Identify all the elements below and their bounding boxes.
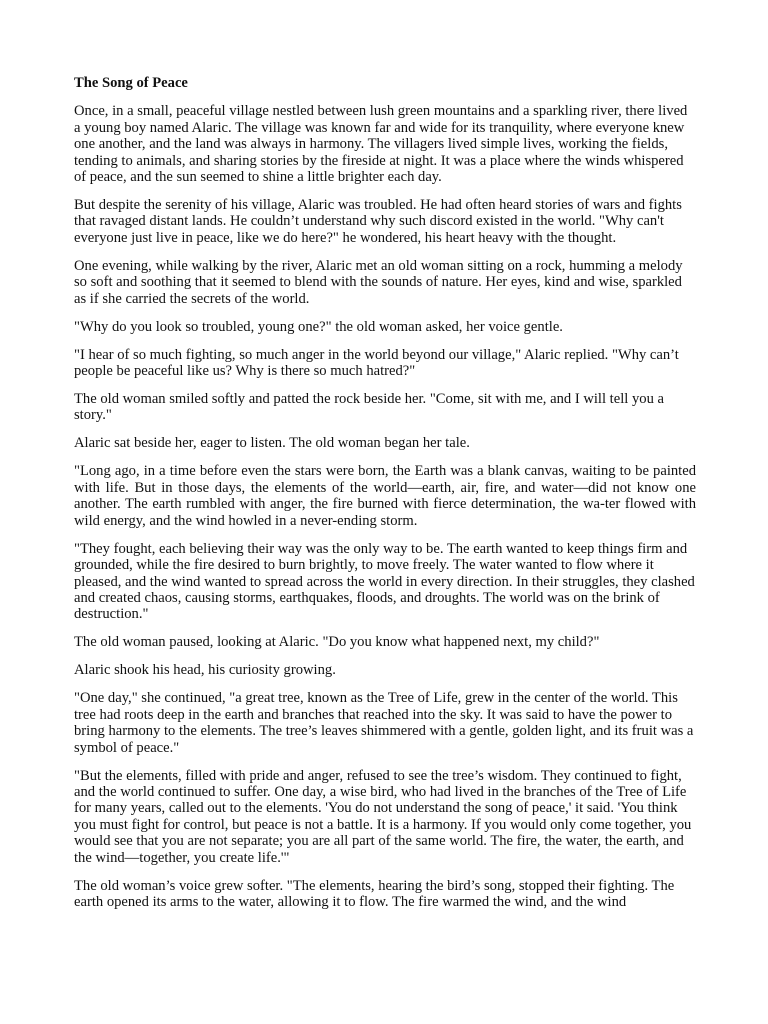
document-page bbox=[74, 75, 696, 922]
paragraph-13: "But the elements, filled with pride and anger, refused to see the tree’s wisdom. They continued to fight, and the world continued to suffer. One day, a wise bird, who had lived in the branches of the Tree of Life for many years, called out to the elements. 'You do not understand the song of peace,' it said. 'You think you must fight for control, but peace is not a battle. It is a harmony. If you would only come together, you would see that you are not separate; you are all part of the same world. The fire, the water, the earth, and the wind—together, you create life.'" bbox=[74, 767, 692, 866]
paragraph-6: The old woman smiled softly and patted the rock beside her. "Come, sit with me, and I will tell you a story." bbox=[74, 391, 664, 424]
paragraph-2: But despite the serenity of his village, Alaric was troubled. He had often heard stories of wars and fights that ravaged distant lands. He couldn’t understand why such discord existed in the world. "Why can't everyone just live in peace, like we do here?" he wondered, his heart heavy with the thought. bbox=[74, 197, 682, 246]
paragraph-5: "I hear of so much fighting, so much anger in the world beyond our village," Alaric replied. "Why can’t people be peaceful like us? Why is there so much hatred?" bbox=[74, 346, 679, 380]
paragraph-7: Alaric sat beside her, eager to listen. The old woman began her tale. bbox=[74, 435, 470, 452]
paragraph-12: "One day," she continued, "a great tree, known as the Tree of Life, grew in the center of the world. This tree had roots deep in the earth and branches that reached into the sky. It was said to have the power to bring harmony to the elements. The tree’s leaves shimmered with a gentle, golden light, and its fruit was a symbol of peace." bbox=[74, 690, 694, 756]
paragraph-4: "Why do you look so troubled, young one?" the old woman asked, her voice gentle. bbox=[74, 318, 563, 335]
paragraph-3: One evening, while walking by the river, Alaric met an old woman sitting on a rock, humming a melody so soft and soothing that it seemed to blend with the sounds of nature. Her eyes, kind and wise, sparkled as if she carried the secrets of the world. bbox=[74, 257, 683, 307]
document-title: The Song of Peace bbox=[74, 75, 188, 91]
paragraph-10: The old woman paused, looking at Alaric. "Do you know what happened next, my child?" bbox=[74, 634, 600, 651]
paragraph-14: The old woman’s voice grew softer. "The elements, hearing the bird’s song, stopped their fighting. The earth opened its arms to the water, allowing it to flow. The fire warmed the wind, and the wind bbox=[74, 877, 675, 910]
paragraph-1: Once, in a small, peaceful village nestled between lush green mountains and a sparkling river, there lived a young boy named Alaric. The village was known far and wide for its tranquility, where everyone knew one another, and the land was always in harmony. The villagers lived simple lives, working the fields, tending to animals, and sharing stories by the fireside at night. It was a place where the winds whispered of peace, and the sun seemed to shine a little brighter each day. bbox=[74, 103, 688, 186]
paragraph-9: "They fought, each believing their way was the only way to be. The earth wanted to keep things firm and grounded, while the fire desired to burn brightly, to move freely. The water wanted to flow where it pleased, and the wind wanted to spread across the world in every direction. In their struggles, they clashed and created chaos, causing storms, earthquakes, floods, and droughts. The world was on the brink of destruction." bbox=[74, 540, 695, 623]
paragraph-11: Alaric shook his head, his curiosity growing. bbox=[74, 662, 336, 679]
paragraph-8: "Long ago, in a time before even the stars were born, the Earth was a blank canvas, waiting to be painted with life. But in those days, the elements of the world—earth, air, fire, and water—did not know one another. The earth rumbled with anger, the fire burned with fierce determination, the wa-ter flowed with wild energy, and the wind howled in a never-ending storm. bbox=[74, 463, 696, 529]
